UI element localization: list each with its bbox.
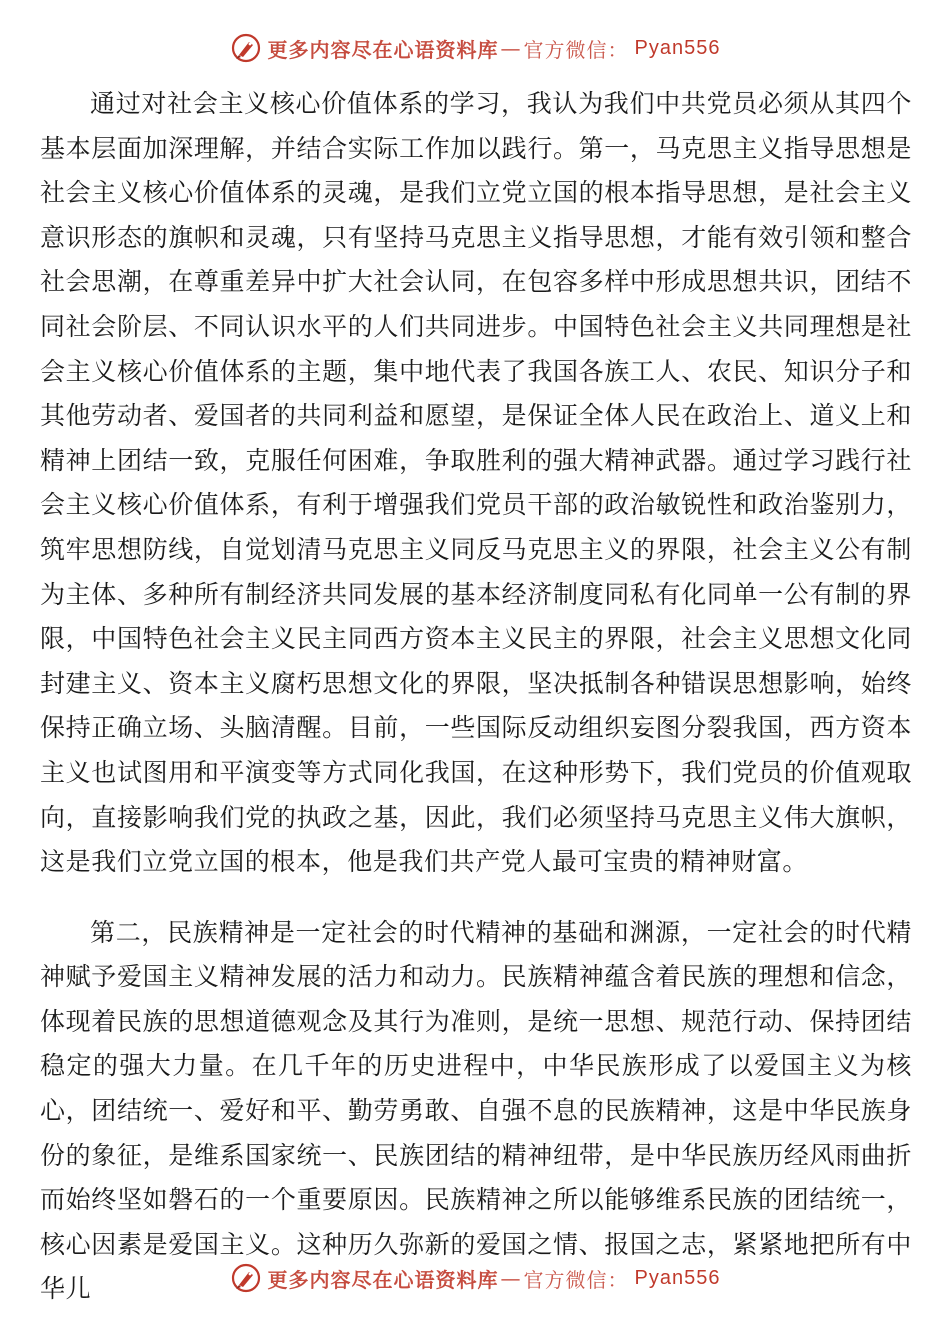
watermark-wechat-label: 官方微信：: [523, 1267, 629, 1292]
watermark-main-text: 更多内容尽在心语资料库: [267, 1267, 499, 1292]
paragraph-1: 通过对社会主义核心价值体系的学习，我认为我们中共党员必须从其四个基本层面加深理解，并结合实际工作加以践行。第一，马克思主义指导思想是社会主义核心价值体系的灵魂，是我们立党立国的根本指导思想，是社会主义意识形态的旗帜和灵魂，只有坚持马克思主义指导思想，才能有效引领和整合社会思潮，在尊重差异中扩大社会认同，在包容多样中形成思想共识，团结不同社会阶层、不同认识水平的人们共同进步。中国特色社会主义共同理想是社会主义核心价值体系的主题，集中地代表了我国各族工人、农民、知识分子和其他劳动者、爱国者的共同利益和愿望，是保证全体人民在政治上、道义上和精神上团结一致，克服任何困难，争取胜利的强大精神武器。通过学习践行社会主义核心价值体系，有利于增强我们党员干部的政治敏锐性和政治鉴别力，筑牢思想防线，自觉划清马克思主义同反马克思主义的界限，社会主义公有制为主体、多种所有制经济共同发展的基本经济制度同私有化同单一公有制的界限，中国特色社会主义民主同西方资本主义民主的界限，社会主义思想文化同封建主义、资本主义腐朽思想文化的界限，坚决抵制各种错误思想影响，始终保持正确立场、头脑清醒。目前，一些国际反动组织妄图分裂我国，西方资本主义也试图用和平演变等方式同化我国，在这种形势下，我们党员的价值观取向，直接影响我们党的执政之基，因此，我们必须坚持马克思主义伟大旗帜，这是我们立党立国的根本，他是我们共产党人最可宝贵的精神财富。: [40, 89, 912, 877]
paragraph-2: 第二，民族精神是一定社会的时代精神的基础和渊源，一定社会的时代精神赋予爱国主义精神发展的活力和动力。民族精神蕴含着民族的理想和信念，体现着民族的思想道德观念及其行为准则，是统一思想、规范行动、保持团结稳定的强大力量。在几千年的历史进程中，中华民族形成了以爱国主义为核心，团结统一、爱好和平、勤劳勇敢、自强不息的民族精神，这是中华民族身份的象征，是维系国家统一、民族团结的精神纽带，是中华民族历经风雨曲折而始终坚如磐石的一个重要原因。民族精神之所以能够维系民族的团结统一，核心因素是爱国主义。这种历久弥新的爱国之情、报国之志，紧紧地把所有中华儿: [40, 917, 912, 1304]
watermark-dash: —: [500, 1266, 522, 1290]
header-watermark: [0, 28, 950, 68]
watermark-main-text: 更多内容尽在心语资料库: [267, 37, 499, 62]
watermark-wechat-id: Pyan556: [634, 36, 721, 59]
watermark-wechat-id: Pyan556: [634, 1266, 721, 1289]
footer-watermark: [0, 1258, 950, 1298]
watermark-dash: —: [500, 36, 522, 60]
pen-nib-logo-icon: [230, 1262, 262, 1294]
watermark-wechat-label: 官方微信：: [523, 37, 629, 62]
document-body: [40, 82, 912, 1312]
pen-nib-logo-icon: [230, 32, 262, 64]
